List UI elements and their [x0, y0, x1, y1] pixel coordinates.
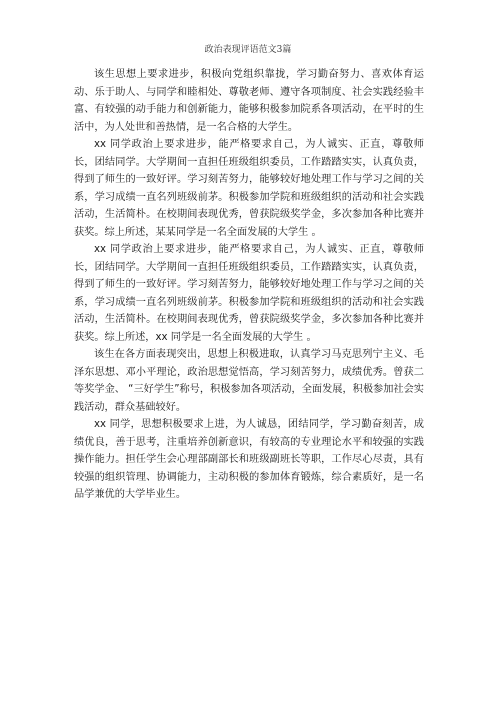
document-body: [74, 66, 424, 504]
paragraph-4: 该生在各方面表现突出，思想上积极进取，认真学习马克思列宁主义、毛泽东思想、邓小平理论，政治思想觉悟高，学习刻苦努力，成绩优秀。曾获二等奖学金、 “三好学生”称号，积极参加各项活动，全面发展，积极参加社会实践活动，群众基础较好。: [74, 349, 424, 413]
paragraph-3: xx 同学政治上要求进步，能严格要求自己，为人诚实、正直，尊敬师长，团结同学。大学期间一直担任班级组织委员，工作踏踏实实，认真负责，得到了师生的一致好评。学习刻苦努力，能够较好地处理工作与学习之间的关系，学习成绩一直名列班级前茅。积极参加学院和班级组织的活动和社会实践活动，生活简朴。在校期间表现优秀，曾获院级奖学金，多次参加各种比赛并获奖。综上所述，xx 同学是一名全面发展的大学生 。: [74, 244, 424, 343]
document-title: 政治表现评语范文3篇: [204, 45, 292, 55]
paragraph-1: 该生思想上要求进步，积极向党组织靠拢，学习勤奋努力、喜欢体育运动、乐于助人、与同学和睦相处、尊敬老师、遵守各项制度、社会实践经验丰富、有较强的动手能力和创新能力，能够积极参加院系各项活动，在平时的生活中，为人处世和善热情，是一名合格的大学生。: [74, 69, 424, 133]
paragraph-2: xx 同学政治上要求进步，能严格要求自己，为人诚实、正直，尊敬师长，团结同学。大学期间一直担任班级组织委员，工作踏踏实实，认真负责，得到了师生的一致好评。学习刻苦努力，能够较好地处理工作与学习之间的关系，学习成绩一直名列班级前茅。积极参加学院和班级组织的活动和社会实践活动，生活简朴。在校期间表现优秀，曾获院级奖学金，多次参加各种比赛并获奖。综上所述，某某同学是一名全面发展的大学生 。: [74, 139, 424, 238]
paragraph-5: xx 同学，思想积极要求上进，为人诚恳，团结同学，学习勤奋刻苦，成绩优良，善于思考，注重培养创新意识，有较高的专业理论水平和较强的实践操作能力。担任学生会心理部副部长和班级副班长等职，工作尽心尽责，具有较强的组织管理、协调能力，主动积极的参加体育锻炼，综合素质好，是一名品学兼优的大学毕业生。: [74, 419, 424, 500]
